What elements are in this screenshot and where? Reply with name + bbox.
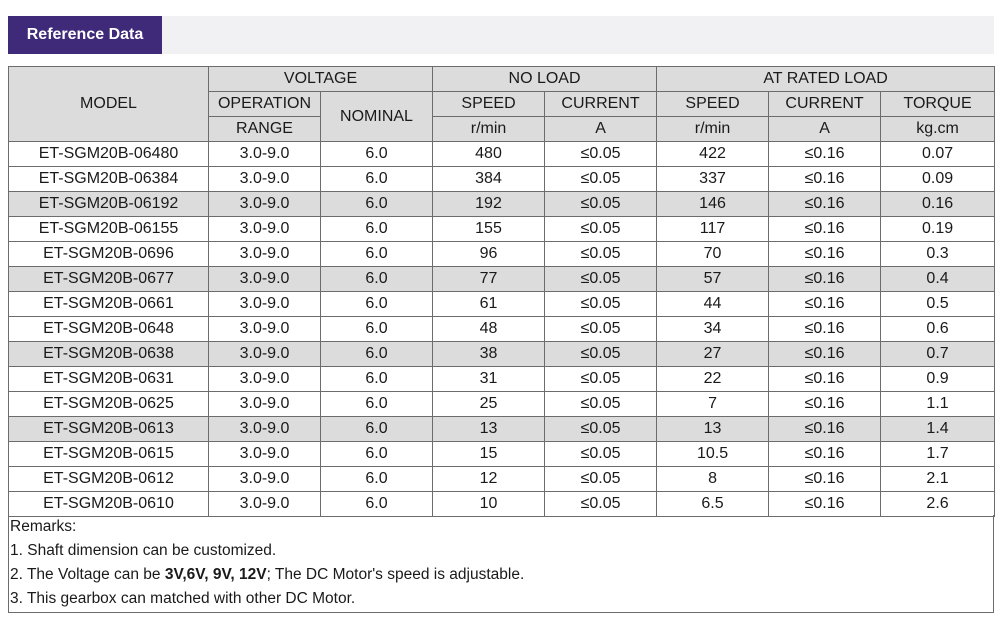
rated-torque-cell: 0.07: [881, 142, 995, 167]
no-load-speed-header: SPEED: [433, 92, 545, 117]
nominal-voltage-cell: 6.0: [321, 442, 433, 467]
rated-speed-cell: 117: [657, 217, 769, 242]
no-load-speed-cell: 13: [433, 417, 545, 442]
no-load-speed-cell: 155: [433, 217, 545, 242]
rated-torque-cell: 0.09: [881, 167, 995, 192]
rated-current-cell: ≤0.16: [769, 317, 881, 342]
rated-current-cell: ≤0.16: [769, 217, 881, 242]
no-load-speed-cell: 384: [433, 167, 545, 192]
rated-current-cell: ≤0.16: [769, 367, 881, 392]
nominal-voltage-cell: 6.0: [321, 392, 433, 417]
rated-current-cell: ≤0.16: [769, 392, 881, 417]
nominal-voltage-cell: 6.0: [321, 467, 433, 492]
remarks-box: [8, 515, 994, 613]
operation-range-cell: 3.0-9.0: [209, 217, 321, 242]
rated-torque-cell: 1.1: [881, 392, 995, 417]
no-load-current-header: CURRENT: [545, 92, 657, 117]
no-load-current-cell: ≤0.05: [545, 292, 657, 317]
rated-torque-cell: 2.6: [881, 492, 995, 517]
rated-current-cell: ≤0.16: [769, 417, 881, 442]
rated-load-header: AT RATED LOAD: [657, 67, 995, 92]
remark-2-prefix: 2. The Voltage can be: [10, 566, 165, 583]
no-load-speed-cell: 12: [433, 467, 545, 492]
rated-torque-cell: 1.4: [881, 417, 995, 442]
nominal-voltage-cell: 6.0: [321, 142, 433, 167]
rated-torque-unit: kg.cm: [881, 117, 995, 142]
no-load-current-cell: ≤0.05: [545, 342, 657, 367]
model-cell: ET-SGM20B-0661: [9, 292, 209, 317]
no-load-current-cell: ≤0.05: [545, 367, 657, 392]
no-load-current-cell: ≤0.05: [545, 167, 657, 192]
header-row-groups: [9, 67, 995, 92]
model-cell: ET-SGM20B-0625: [9, 392, 209, 417]
rated-current-cell: ≤0.16: [769, 242, 881, 267]
no-load-speed-cell: 77: [433, 267, 545, 292]
table-row: [9, 242, 995, 267]
nominal-voltage-cell: 6.0: [321, 242, 433, 267]
no-load-speed-cell: 61: [433, 292, 545, 317]
remarks-title: Remarks:: [10, 518, 77, 535]
rated-torque-cell: 0.19: [881, 217, 995, 242]
rated-speed-cell: 8: [657, 467, 769, 492]
no-load-speed-cell: 48: [433, 317, 545, 342]
table-row: [9, 442, 995, 467]
no-load-current-cell: ≤0.05: [545, 267, 657, 292]
operation-range-cell: 3.0-9.0: [209, 292, 321, 317]
remark-1: 1. Shaft dimension can be customized.: [10, 542, 277, 559]
no-load-speed-unit: r/min: [433, 117, 545, 142]
rated-speed-cell: 7: [657, 392, 769, 417]
no-load-speed-cell: 480: [433, 142, 545, 167]
rated-speed-cell: 22: [657, 367, 769, 392]
table-row: [9, 192, 995, 217]
rated-torque-cell: 0.16: [881, 192, 995, 217]
operation-range-cell: 3.0-9.0: [209, 467, 321, 492]
rated-speed-cell: 337: [657, 167, 769, 192]
operation-range-cell: 3.0-9.0: [209, 492, 321, 517]
table-row: [9, 217, 995, 242]
operation-range-cell: 3.0-9.0: [209, 417, 321, 442]
no-load-current-cell: ≤0.05: [545, 467, 657, 492]
reference-data-tab[interactable]: Reference Data: [8, 16, 162, 54]
model-cell: ET-SGM20B-0677: [9, 267, 209, 292]
nominal-voltage-cell: 6.0: [321, 217, 433, 242]
rated-torque-cell: 0.5: [881, 292, 995, 317]
rated-torque-cell: 1.7: [881, 442, 995, 467]
no-load-speed-cell: 38: [433, 342, 545, 367]
rated-speed-cell: 10.5: [657, 442, 769, 467]
model-cell: ET-SGM20B-0631: [9, 367, 209, 392]
table-row: [9, 417, 995, 442]
nominal-voltage-cell: 6.0: [321, 342, 433, 367]
operation-range-cell: 3.0-9.0: [209, 142, 321, 167]
no-load-header: NO LOAD: [433, 67, 657, 92]
nominal-voltage-cell: 6.0: [321, 367, 433, 392]
rated-current-header: CURRENT: [769, 92, 881, 117]
no-load-current-cell: ≤0.05: [545, 442, 657, 467]
rated-speed-cell: 34: [657, 317, 769, 342]
operation-range-cell: 3.0-9.0: [209, 367, 321, 392]
rated-current-cell: ≤0.16: [769, 467, 881, 492]
rated-speed-cell: 422: [657, 142, 769, 167]
model-cell: ET-SGM20B-0696: [9, 242, 209, 267]
no-load-current-cell: ≤0.05: [545, 242, 657, 267]
nominal-voltage-cell: 6.0: [321, 192, 433, 217]
no-load-current-cell: ≤0.05: [545, 392, 657, 417]
table-row: [9, 367, 995, 392]
no-load-speed-cell: 15: [433, 442, 545, 467]
rated-torque-cell: 2.1: [881, 467, 995, 492]
table-row: [9, 292, 995, 317]
nominal-voltage-cell: 6.0: [321, 292, 433, 317]
no-load-speed-cell: 25: [433, 392, 545, 417]
range-header: RANGE: [209, 117, 321, 142]
voltage-header: VOLTAGE: [209, 67, 433, 92]
operation-range-cell: 3.0-9.0: [209, 317, 321, 342]
operation-range-cell: 3.0-9.0: [209, 242, 321, 267]
model-header: MODEL: [9, 67, 209, 142]
remark-2-suffix: ; The DC Motor's speed is adjustable.: [266, 566, 525, 583]
table-row: [9, 167, 995, 192]
rated-torque-cell: 0.9: [881, 367, 995, 392]
rated-current-cell: ≤0.16: [769, 267, 881, 292]
remark-2-voltages: 3V,6V, 9V, 12V: [164, 566, 267, 583]
table-row: [9, 492, 995, 517]
no-load-speed-cell: 10: [433, 492, 545, 517]
rated-current-cell: ≤0.16: [769, 142, 881, 167]
rated-speed-unit: r/min: [657, 117, 769, 142]
model-cell: ET-SGM20B-06480: [9, 142, 209, 167]
nominal-voltage-cell: 6.0: [321, 267, 433, 292]
rated-current-cell: ≤0.16: [769, 192, 881, 217]
operation-range-cell: 3.0-9.0: [209, 342, 321, 367]
rated-torque-cell: 0.6: [881, 317, 995, 342]
model-cell: ET-SGM20B-0615: [9, 442, 209, 467]
remark-2: [9, 563, 993, 587]
remark-3: 3. This gearbox can matched with other DC Motor.: [10, 590, 356, 607]
rated-torque-cell: 0.3: [881, 242, 995, 267]
model-cell: ET-SGM20B-0638: [9, 342, 209, 367]
rated-speed-cell: 13: [657, 417, 769, 442]
table-row: [9, 317, 995, 342]
rated-speed-cell: 6.5: [657, 492, 769, 517]
rated-torque-cell: 0.4: [881, 267, 995, 292]
rated-current-cell: ≤0.16: [769, 167, 881, 192]
no-load-current-cell: ≤0.05: [545, 492, 657, 517]
rated-torque-header: TORQUE: [881, 92, 995, 117]
no-load-speed-cell: 96: [433, 242, 545, 267]
rated-current-cell: ≤0.16: [769, 492, 881, 517]
table-row: [9, 267, 995, 292]
table-row: [9, 142, 995, 167]
nominal-header: NOMINAL: [321, 92, 433, 142]
model-cell: ET-SGM20B-0610: [9, 492, 209, 517]
operation-range-cell: 3.0-9.0: [209, 442, 321, 467]
no-load-current-cell: ≤0.05: [545, 192, 657, 217]
no-load-current-cell: ≤0.05: [545, 317, 657, 342]
operation-header: OPERATION: [209, 92, 321, 117]
model-cell: ET-SGM20B-0613: [9, 417, 209, 442]
table-row: [9, 392, 995, 417]
model-cell: ET-SGM20B-06192: [9, 192, 209, 217]
operation-range-cell: 3.0-9.0: [209, 392, 321, 417]
rated-speed-cell: 44: [657, 292, 769, 317]
model-cell: ET-SGM20B-0648: [9, 317, 209, 342]
model-cell: ET-SGM20B-0612: [9, 467, 209, 492]
model-cell: ET-SGM20B-06155: [9, 217, 209, 242]
rated-speed-cell: 57: [657, 267, 769, 292]
specification-table: [8, 66, 995, 517]
operation-range-cell: 3.0-9.0: [209, 167, 321, 192]
no-load-current-cell: ≤0.05: [545, 142, 657, 167]
rated-speed-cell: 146: [657, 192, 769, 217]
rated-current-cell: ≤0.16: [769, 442, 881, 467]
rated-speed-header: SPEED: [657, 92, 769, 117]
rated-speed-cell: 70: [657, 242, 769, 267]
no-load-speed-cell: 31: [433, 367, 545, 392]
nominal-voltage-cell: 6.0: [321, 167, 433, 192]
table-row: [9, 342, 995, 367]
nominal-voltage-cell: 6.0: [321, 317, 433, 342]
rated-current-cell: ≤0.16: [769, 342, 881, 367]
nominal-voltage-cell: 6.0: [321, 492, 433, 517]
no-load-speed-cell: 192: [433, 192, 545, 217]
rated-current-cell: ≤0.16: [769, 292, 881, 317]
no-load-current-unit: A: [545, 117, 657, 142]
rated-speed-cell: 27: [657, 342, 769, 367]
no-load-current-cell: ≤0.05: [545, 417, 657, 442]
table-row: [9, 467, 995, 492]
operation-range-cell: 3.0-9.0: [209, 192, 321, 217]
nominal-voltage-cell: 6.0: [321, 417, 433, 442]
operation-range-cell: 3.0-9.0: [209, 267, 321, 292]
no-load-current-cell: ≤0.05: [545, 217, 657, 242]
model-cell: ET-SGM20B-06384: [9, 167, 209, 192]
rated-current-unit: A: [769, 117, 881, 142]
rated-torque-cell: 0.7: [881, 342, 995, 367]
